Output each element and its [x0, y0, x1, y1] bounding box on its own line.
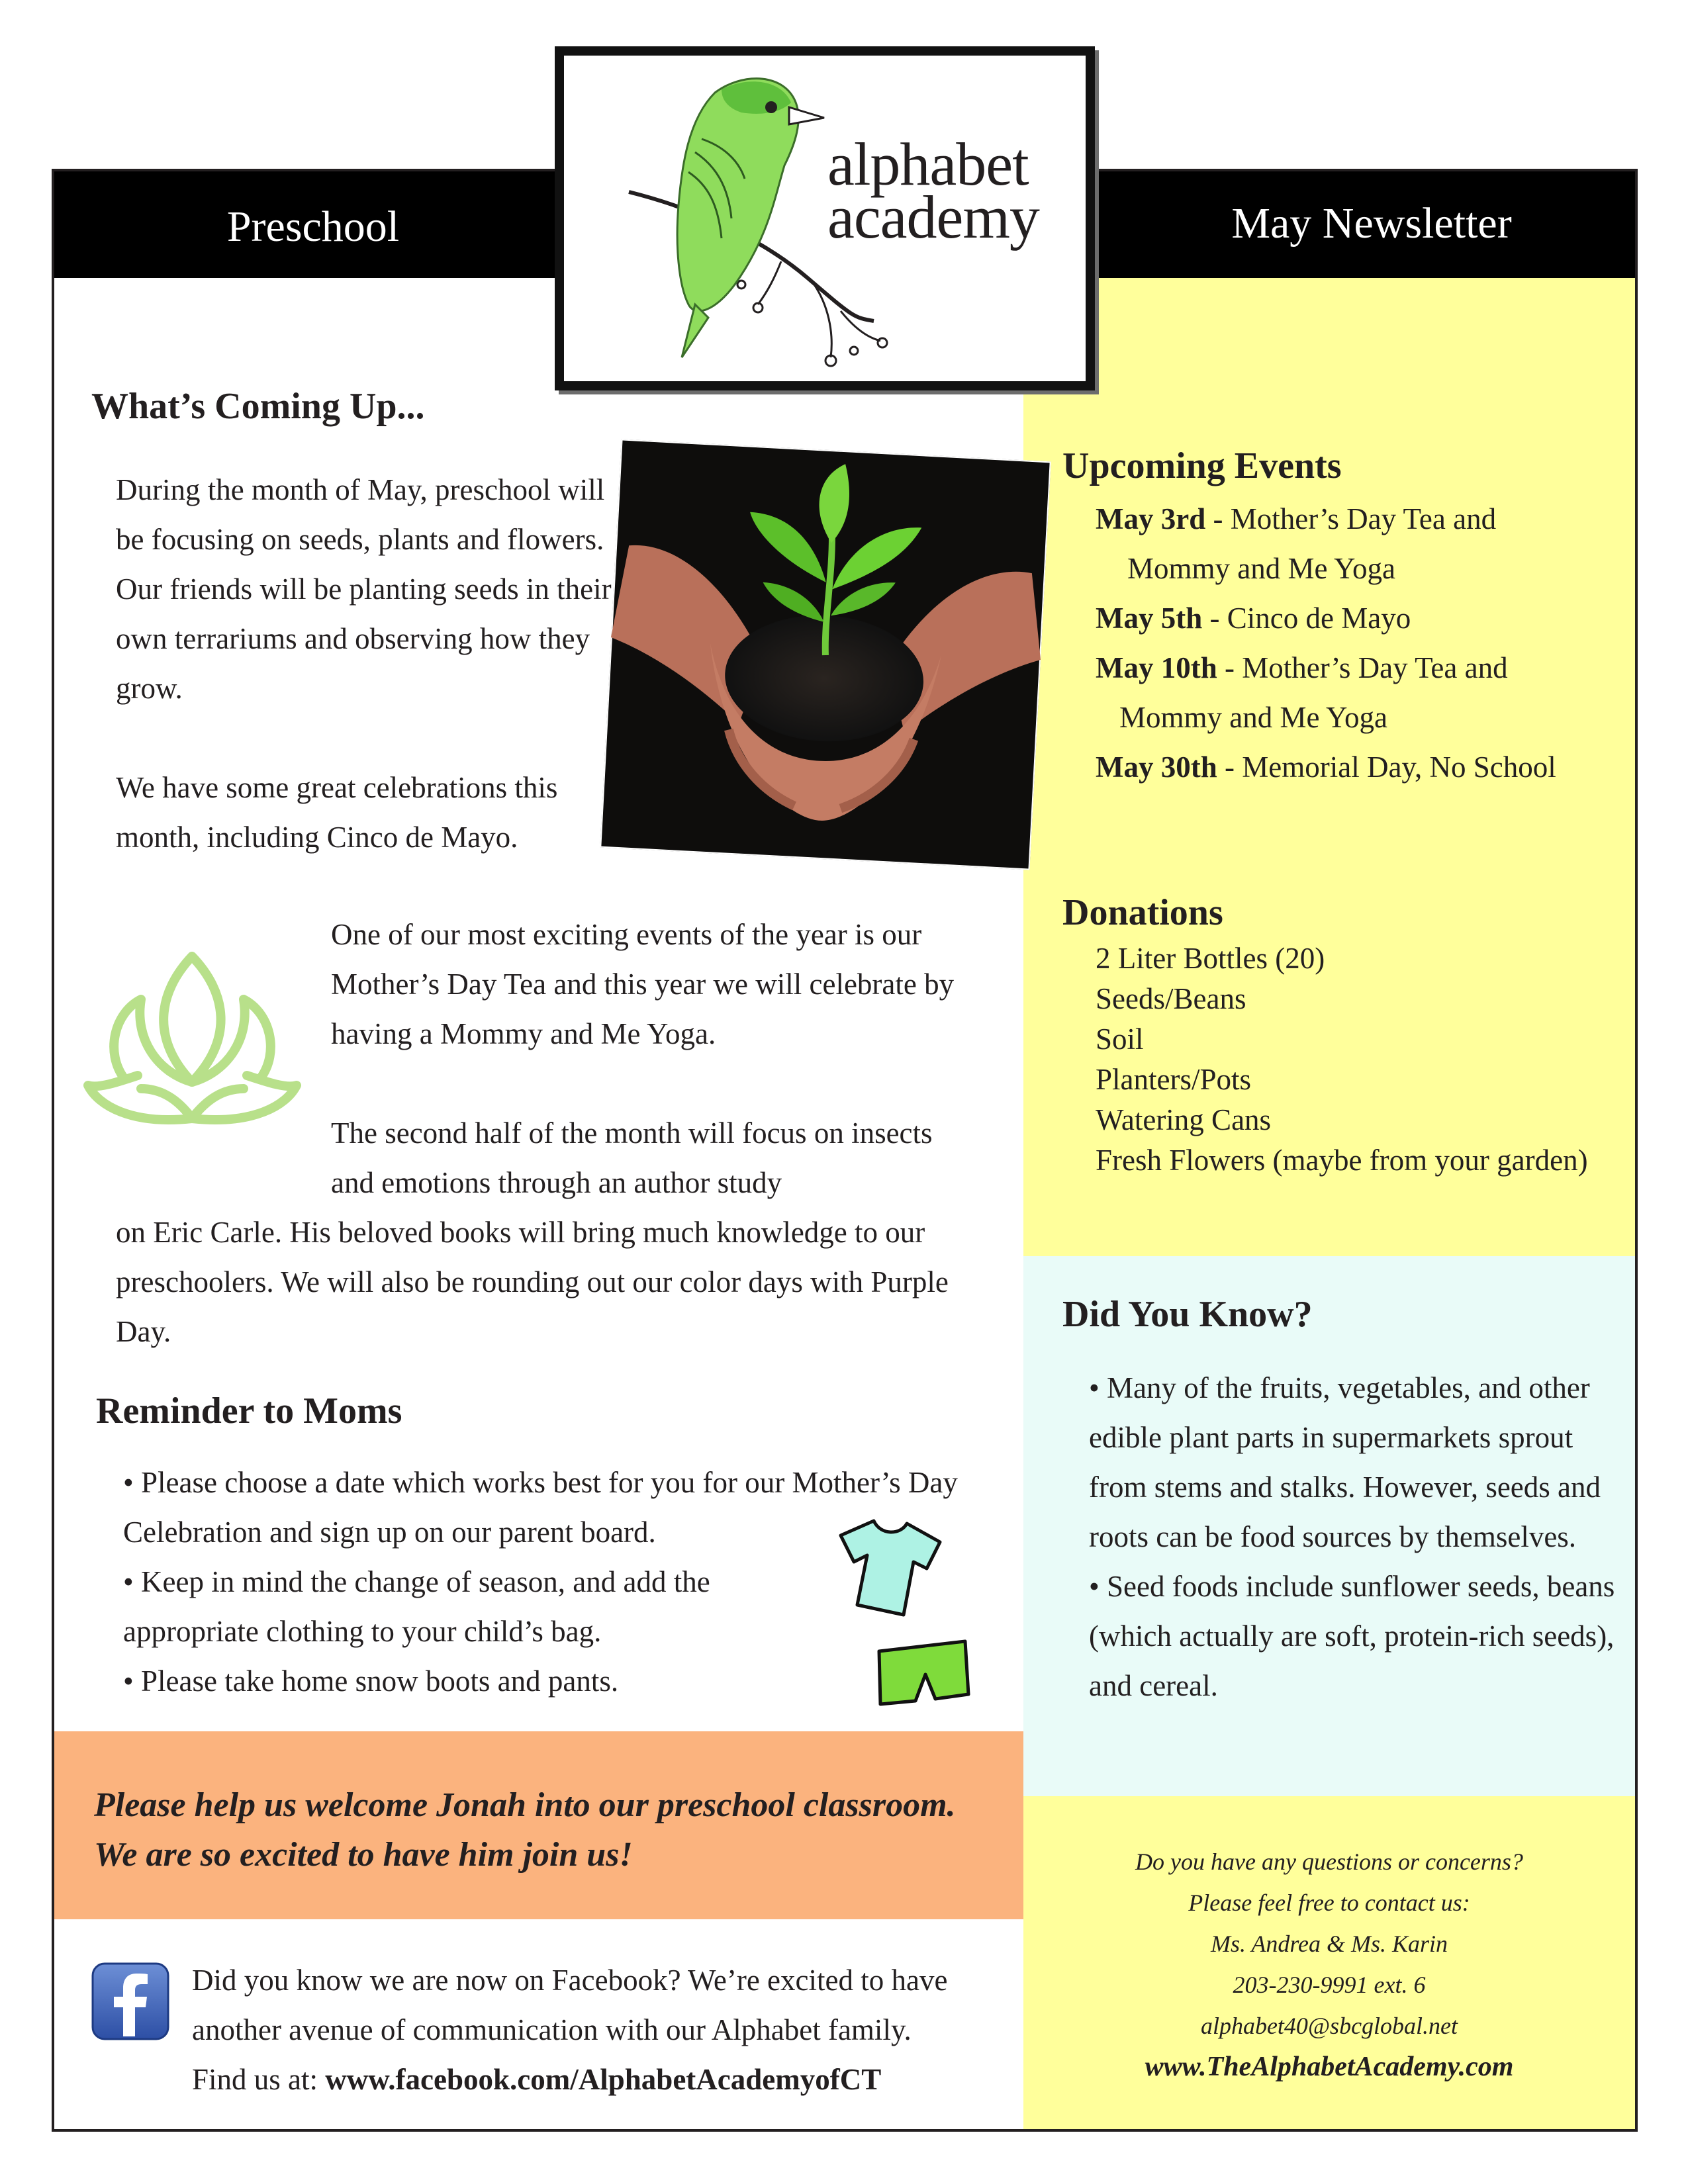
- event-title-continued: Mommy and Me Yoga: [1127, 552, 1396, 585]
- event-title: Mother’s Day Tea and: [1242, 651, 1508, 684]
- list-item: May 10th - Mother’s Day Tea and: [1096, 651, 1508, 684]
- contact-names: Ms. Andrea & Ms. Karin: [1210, 1931, 1448, 1957]
- header-newsletter-label: May Newsletter: [1231, 199, 1512, 248]
- event-date: May 10th: [1096, 651, 1217, 684]
- event-title: Cinco de Mayo: [1227, 602, 1411, 635]
- list-item: May 3rd - Mother’s Day Tea and: [1096, 502, 1497, 535]
- contact-website-link[interactable]: www.TheAlphabetAcademy.com: [1145, 2052, 1514, 2082]
- list-item: • Please take home snow boots and pants.: [123, 1664, 619, 1698]
- did-you-know-list: [1089, 1363, 1618, 1711]
- second-half-paragraph-end: on Eric Carle. His beloved books will bring much knowledge to our preschoolers. We will also be rounding out our color days with Purple Day.: [116, 1216, 949, 1348]
- list-item: Seeds/Beans: [1096, 982, 1246, 1015]
- contact-email[interactable]: alphabet40@sbcglobal.net: [1200, 2013, 1458, 2039]
- list-item: • Keep in mind the change of season, and add the appropriate clothing to your child’s bag.: [123, 1565, 710, 1648]
- list-item: May 5th - Cinco de Mayo: [1096, 602, 1411, 635]
- lotus-icon: [78, 940, 306, 1138]
- logo-wordmark: [827, 130, 1039, 251]
- contact-question: Do you have any questions or concerns?: [1135, 1848, 1523, 1875]
- event-title-continued: Mommy and Me Yoga: [1119, 701, 1388, 734]
- list-item: • Many of the fruits, vegetables, and other edible plant parts in supermarkets sprout from stems and stalks. However, seeds and roots can be food sources by themselves.: [1089, 1371, 1601, 1553]
- event-date: May 5th: [1096, 602, 1203, 635]
- list-item: • Please choose a date which works best for you for our Mother’s Day Celebration and sign up on our parent board.: [123, 1466, 958, 1549]
- header-section-label: Preschool: [226, 202, 400, 251]
- facebook-link[interactable]: www.facebook.com/AlphabetAcademyofCT: [325, 2063, 882, 2096]
- list-item: Planters/Pots: [1096, 1063, 1252, 1096]
- event-title: Memorial Day, No School: [1242, 751, 1556, 784]
- welcome-line-1: Please help us welcome Jonah into our preschool classroom.: [94, 1786, 956, 1824]
- facebook-intro: Did you know we are now on Facebook? We’re excited to have another avenue of communication with our Alphabet family.: [192, 1964, 948, 2046]
- contact-phone[interactable]: 203-230-9991 ext. 6: [1233, 1972, 1426, 1998]
- mothers-day-tea-paragraph: One of our most exciting events of the year is our Mother’s Day Tea and this year we will celebrate by having a Mommy and Me Yoga.: [331, 918, 955, 1050]
- did-you-know-heading: Did You Know?: [1062, 1294, 1313, 1335]
- contact-block: [1023, 1841, 1635, 2087]
- logo-wordmark-line2: academy: [827, 183, 1039, 251]
- list-item: • Seed foods include sunflower seeds, beans (which actually are soft, protein-rich seeds), and cereal.: [1089, 1570, 1615, 1702]
- list-item: Watering Cans: [1096, 1103, 1272, 1136]
- welcome-line-2: We are so excited to have him join us!: [94, 1836, 633, 1874]
- whats-coming-heading: What’s Coming Up...: [91, 386, 425, 427]
- shorts-icon: [872, 1638, 973, 1707]
- event-date: May 30th: [1096, 751, 1217, 784]
- event-title: Mother’s Day Tea and: [1230, 502, 1497, 535]
- facebook-icon[interactable]: [91, 1962, 169, 2040]
- donations-list: [1096, 938, 1588, 1181]
- logo-wordmark-line1: alphabet: [827, 130, 1029, 198]
- donations-heading: Donations: [1062, 892, 1223, 933]
- events-list: [1096, 494, 1625, 792]
- welcome-message: [94, 1780, 1021, 1880]
- tshirt-icon: [834, 1516, 945, 1621]
- facebook-find-label: Find us at:: [192, 2063, 326, 2096]
- facebook-paragraph: [192, 1956, 1013, 2105]
- list-item: 2 Liter Bottles (20): [1096, 942, 1325, 975]
- second-half-paragraph-start: The second half of the month will focus on insects and emotions through an author study: [331, 1116, 933, 1199]
- seedling-photo: [600, 439, 1051, 870]
- list-item: Soil: [1096, 1023, 1144, 1056]
- list-item: May 30th - Memorial Day, No School: [1096, 751, 1556, 784]
- celebrations-paragraph: We have some great celebrations this month, including Cinco de Mayo.: [116, 771, 558, 854]
- events-heading: Upcoming Events: [1062, 445, 1342, 486]
- contact-invite: Please feel free to contact us:: [1188, 1889, 1470, 1916]
- reminder-heading: Reminder to Moms: [96, 1390, 402, 1432]
- intro-paragraph: During the month of May, preschool will be focusing on seeds, plants and flowers. Our friends will be planting seeds in their own terrariums and observing how they grow.: [116, 473, 612, 705]
- event-date: May 3rd: [1096, 502, 1206, 535]
- list-item: Fresh Flowers (maybe from your garden): [1096, 1144, 1588, 1177]
